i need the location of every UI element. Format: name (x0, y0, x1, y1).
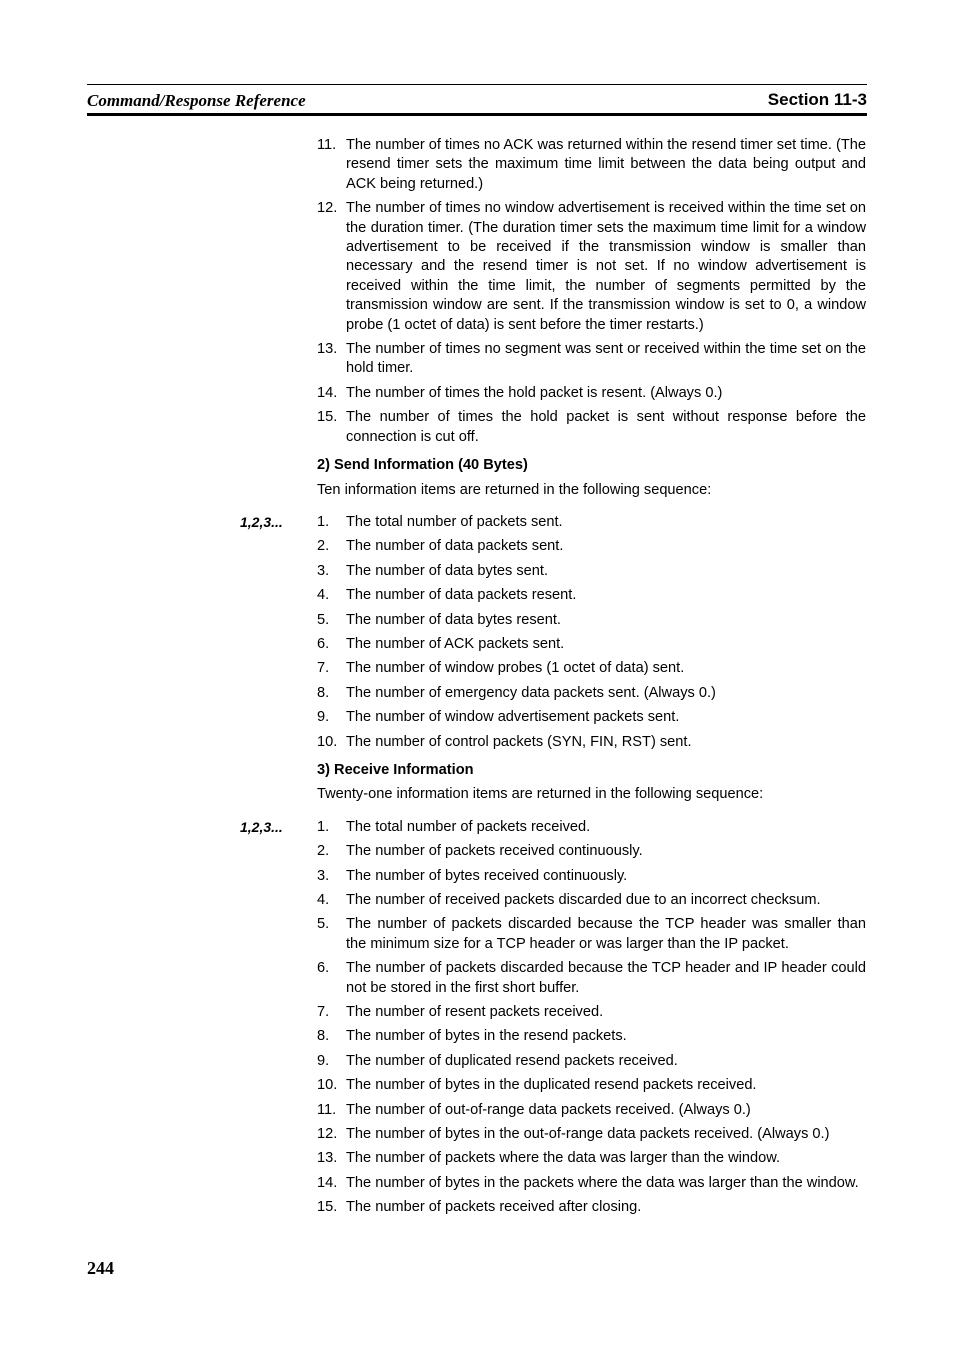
item-text: The number of out-of-range data packets received. (Always 0.) (346, 1101, 751, 1118)
item-number: 7. (317, 660, 330, 677)
item-text: The number of received packets discarded due to an incorrect checksum. (346, 892, 821, 908)
item-text: The number of bytes in the out-of-range data packets received. (Always 0.) (346, 1126, 830, 1143)
item-number: 3. (317, 562, 330, 579)
item-number: 5. (317, 611, 330, 628)
item-text: The total number of packets received. (346, 818, 591, 835)
continued-list (317, 136, 866, 447)
list-item (317, 1027, 866, 1046)
item-text: The number of data packets sent. (346, 538, 564, 555)
item-text: The number of times no ACK was returned within the resend timer set time. (The resend timer sets the maximum time limit between the data being output and ACK being returned.) (346, 137, 866, 192)
item-text: The number of times no segment was sent or received within the time set on the hold timer. (346, 341, 866, 377)
list-item (317, 537, 866, 556)
list-item (317, 199, 866, 335)
item-number: 1. (317, 818, 330, 835)
item-number: 8. (317, 1028, 330, 1045)
item-text: The number of window probes (1 octet of data) sent. (346, 660, 685, 677)
item-number: 12. (317, 200, 338, 217)
item-number: 2. (317, 843, 330, 860)
send-intro: Ten information items are returned in the following sequence: (317, 481, 712, 498)
list-item (317, 562, 866, 581)
item-number: 11. (317, 1101, 337, 1118)
list-item (317, 1198, 866, 1217)
item-text: The number of packets discarded because the TCP header was smaller than the minimum size for a TCP header or was larger than the IP packet. (346, 916, 866, 952)
item-text: The number of bytes in the duplicated resend packets received. (346, 1077, 757, 1094)
item-number: 11. (317, 137, 337, 153)
list-item (317, 1125, 866, 1144)
list-item (317, 842, 866, 861)
list-item (317, 513, 866, 532)
list-item (317, 959, 866, 998)
list-item (317, 136, 866, 194)
item-text: The number of window advertisement packets sent. (346, 709, 680, 726)
list-item (317, 1149, 866, 1168)
list-item (317, 1076, 866, 1095)
item-text: The number of ACK packets sent. (346, 635, 565, 652)
list-item (317, 684, 866, 703)
list-item (317, 915, 866, 954)
item-text: The total number of packets sent. (346, 513, 563, 530)
list-item (317, 586, 866, 605)
item-number: 4. (317, 587, 330, 604)
item-number: 1. (317, 513, 330, 530)
item-number: 8. (317, 684, 330, 701)
item-text: The number of resent packets received. (346, 1004, 604, 1021)
item-text: The number of bytes received continuously. (346, 867, 628, 884)
item-text: The number of times no window advertisement is received within the time set on the duration timer. (The duration timer sets the maximum time limit for a window advertisement to be received if the transmission window is smaller than necessary and the resend timer is not set. If no window advertisement is received within the time limit, the number of segments permitted by the transmission window are sent. If the transmission window is set to 0, a window probe (1 octet of data) is sent before the timer restarts.) (346, 200, 866, 333)
receive-intro: Twenty-one information items are returned in the following sequence: (317, 786, 764, 803)
receive-list (240, 818, 866, 1218)
list-item (317, 1101, 866, 1120)
sequence-label: 1,2,3... (240, 513, 283, 530)
item-number: 14. (317, 384, 338, 401)
item-text: The number of packets where the data was larger than the window. (346, 1150, 781, 1167)
send-list (240, 513, 866, 752)
list-item (317, 1003, 866, 1022)
item-number: 13. (317, 341, 338, 358)
item-number: 4. (317, 892, 330, 908)
item-number: 12. (317, 1126, 338, 1143)
item-text: The number of duplicated resend packets received. (346, 1052, 678, 1069)
list-item (317, 733, 866, 752)
item-text: The number of data packets resent. (346, 587, 577, 604)
item-text: The number of times the hold packet is sent without response before the connection is cut off. (346, 409, 866, 445)
item-number: 5. (317, 916, 330, 933)
item-text: The number of data bytes sent. (346, 562, 548, 579)
list-item (317, 867, 866, 886)
item-number: 10. (317, 1077, 338, 1094)
item-text: The number of packets received after closing. (346, 1199, 642, 1216)
item-number: 14. (317, 1174, 338, 1191)
item-text: The number of bytes in the packets where the data was larger than the window. (346, 1174, 859, 1191)
list-item (317, 340, 866, 379)
item-text: The number of packets discarded because the TCP header and IP header could not be stored in the first short buffer. (346, 960, 866, 996)
list-item (317, 384, 866, 403)
send-heading: 2) Send Information (40 Bytes) (317, 457, 528, 474)
list-item (317, 611, 866, 630)
item-number: 10. (317, 733, 338, 750)
item-number: 3. (317, 867, 330, 884)
item-number: 9. (317, 709, 330, 726)
page-header (87, 84, 867, 116)
list-item (317, 635, 866, 654)
list-item (317, 1052, 866, 1071)
header-title: Command/Response Reference (87, 91, 306, 110)
item-text: The number of control packets (SYN, FIN, RST) sent. (346, 733, 692, 750)
item-number: 15. (317, 1199, 338, 1216)
item-number: 7. (317, 1004, 330, 1021)
item-text: The number of emergency data packets sent. (Always 0.) (346, 684, 716, 701)
list-item (317, 891, 866, 910)
header-section: Section 11-3 (767, 90, 867, 109)
list-item (317, 659, 866, 678)
sequence-label: 1,2,3... (240, 818, 283, 835)
item-number: 13. (317, 1150, 338, 1167)
item-text: The number of packets received continuously. (346, 843, 643, 860)
item-number: 9. (317, 1052, 330, 1069)
item-number: 15. (317, 409, 338, 426)
main-content (240, 136, 866, 1223)
page-number: 244 (87, 1258, 114, 1278)
list-item (317, 818, 866, 837)
item-text: The number of data bytes resent. (346, 611, 561, 628)
list-item (317, 408, 866, 447)
item-text: The number of times the hold packet is resent. (Always 0.) (346, 384, 723, 401)
item-number: 6. (317, 960, 330, 977)
item-number: 6. (317, 635, 330, 652)
list-item (317, 1174, 866, 1193)
item-text: The number of bytes in the resend packets. (346, 1028, 627, 1045)
list-item (317, 708, 866, 727)
item-number: 2. (317, 538, 330, 555)
receive-heading: 3) Receive Information (317, 761, 474, 778)
